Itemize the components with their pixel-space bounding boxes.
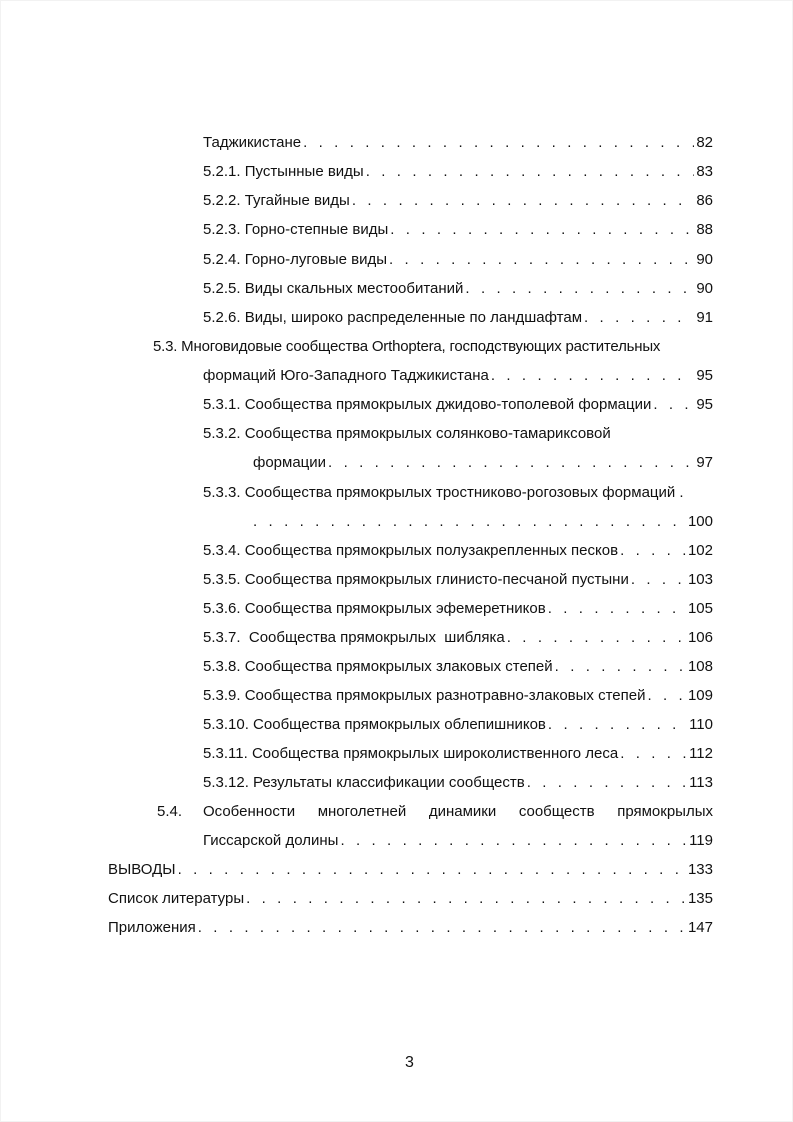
toc-entry <box>203 192 713 210</box>
toc-entry <box>203 134 713 152</box>
toc-entry-number: 5.3.10. <box>203 716 249 733</box>
toc-entry-page: 119 <box>689 832 713 849</box>
toc-entry-number: 5.3.7. <box>203 629 241 646</box>
toc-entry-page: 112 <box>689 745 713 762</box>
toc-entry-title: Гиссарской долины <box>203 832 339 849</box>
toc-entry <box>203 687 713 705</box>
toc-entry-number: 5.3.4. <box>203 542 241 559</box>
toc-entry-page: 88 <box>696 221 713 238</box>
toc-entry-page: 106 <box>687 629 713 646</box>
toc-entry-number: 5.3.8. <box>203 658 241 675</box>
toc-entry-number: 5.2.5. <box>203 280 241 297</box>
toc-entry-title: 5.3.3. Сообщества прямокрылых тростниково-рогозовых формаций . <box>203 484 684 501</box>
toc-entry-page: 103 <box>687 571 713 588</box>
toc-word: сообществ <box>518 803 595 820</box>
toc-entry-title: формаций Юго-Западного Таджикистана <box>203 367 489 384</box>
toc-entry-number: 5.2.6. <box>203 309 241 326</box>
toc-entry <box>253 454 713 472</box>
toc-entry <box>203 163 713 181</box>
toc-entry-page: 90 <box>696 280 713 297</box>
toc-entry-title: формации <box>253 454 327 471</box>
toc-entry-number: 5.2.3. <box>203 221 241 238</box>
toc-entry-page: 133 <box>687 861 713 878</box>
toc-word: прямокрылых <box>617 803 713 820</box>
toc-entry-title: Горно-степные виды <box>244 221 389 238</box>
toc-entry-number: 5.3.12. <box>203 774 249 791</box>
toc-entry-title: Приложения <box>108 919 196 936</box>
toc-entry-number: 5.3.6. <box>203 600 241 617</box>
toc-entry-number: 5.4. <box>157 803 183 820</box>
toc-entry-page: 135 <box>687 890 713 907</box>
toc-entry-page: 102 <box>687 542 713 559</box>
toc-entry-page: 100 <box>687 513 713 530</box>
toc-entry-title: Горно-луговые виды <box>244 251 388 268</box>
toc-entry <box>203 280 713 298</box>
toc-entry-page: 95 <box>696 367 713 384</box>
toc-entry-page: 95 <box>696 396 713 413</box>
toc-entry-page: 147 <box>687 919 713 936</box>
toc-entry <box>203 658 713 676</box>
toc-entry <box>203 542 713 560</box>
toc-entry-title: Сообщества прямокрылых разнотравно-злаковых степей <box>244 687 646 704</box>
toc-entry <box>203 309 713 327</box>
toc-entry <box>203 774 713 792</box>
toc-entry <box>203 396 713 414</box>
toc-entry-page: 91 <box>696 309 713 326</box>
toc-entry-title: Сообщества прямокрылых шибляка <box>244 629 505 646</box>
toc-entry-title: Виды скальных местообитаний <box>244 280 464 297</box>
toc-entry-title: Сообщества прямокрылых глинисто-песчаной пустыни <box>244 571 629 588</box>
toc-entry <box>203 745 713 763</box>
toc-entry-title: Сообщества прямокрылых эфемеретников <box>244 600 546 617</box>
toc-entry-title: ВЫВОДЫ <box>108 861 176 878</box>
toc-entry-page: 105 <box>687 600 713 617</box>
toc-entry-title <box>203 803 713 821</box>
toc-entry <box>203 251 713 269</box>
toc-word: Особенности <box>203 803 296 820</box>
toc-entry <box>203 367 713 385</box>
toc-entry-title: Таджикистане <box>203 134 302 151</box>
toc-word: многолетней <box>317 803 407 820</box>
toc-entry <box>253 513 713 531</box>
toc-entry-title: Сообщества прямокрылых полузакрепленных песков <box>244 542 619 559</box>
toc-entry-title: Результаты классификации сообществ <box>253 774 525 791</box>
toc-entry-title: 5.3.2. Сообщества прямокрылых солянково-тамариксовой <box>203 425 611 442</box>
toc-entry-number: 5.3.1. <box>203 396 241 413</box>
page-number: 3 <box>405 1054 414 1071</box>
toc-entry-title: Список литературы <box>108 890 245 907</box>
toc-entry-page: 109 <box>687 687 713 704</box>
toc-entry-page: 108 <box>687 658 713 675</box>
toc-entry-page: 113 <box>689 774 713 791</box>
toc-entry-title: 5.3. Многовидовые сообщества Orthoptera, господствующих растительных <box>153 338 661 355</box>
toc-entry-title: Сообщества прямокрылых джидово-тополевой формации <box>244 396 652 413</box>
toc-entry-number: 5.2.1. <box>203 163 241 180</box>
toc-entry <box>203 716 713 734</box>
toc-entry-number: 5.2.2. <box>203 192 241 209</box>
toc-entry-page: 82 <box>696 134 713 151</box>
toc-entry-page: 86 <box>696 192 713 209</box>
toc-entry <box>203 629 713 647</box>
toc-entry-page: 90 <box>696 251 713 268</box>
toc-entry-title: Сообщества прямокрылых злаковых степей <box>244 658 553 675</box>
toc-entry-title: Виды, широко распределенные по ландшафтам <box>244 309 583 326</box>
toc-entry-page: 110 <box>689 716 713 733</box>
toc-entry-page: 97 <box>696 454 713 471</box>
toc-entry-number: 5.3.5. <box>203 571 241 588</box>
toc-entry-title: Тугайные виды <box>244 192 350 209</box>
toc-entry-page: 83 <box>696 163 713 180</box>
toc-entry-title: Пустынные виды <box>244 163 364 180</box>
toc-entry <box>203 571 713 589</box>
toc-entry <box>203 600 713 618</box>
toc-entry-title: Сообщества прямокрылых широколиственного леса <box>251 745 619 762</box>
toc-entry <box>108 919 713 937</box>
toc-entry-title: Сообщества прямокрылых облепишников <box>253 716 546 733</box>
toc-entry-number: 5.2.4. <box>203 251 241 268</box>
toc-entry <box>108 890 713 908</box>
toc-entry <box>203 832 713 850</box>
toc-word: динамики <box>428 803 497 820</box>
toc-entry-number: 5.3.9. <box>203 687 241 704</box>
toc-entry-number: 5.3.11. <box>203 745 248 762</box>
toc-entry <box>108 861 713 879</box>
toc-entry <box>203 221 713 239</box>
